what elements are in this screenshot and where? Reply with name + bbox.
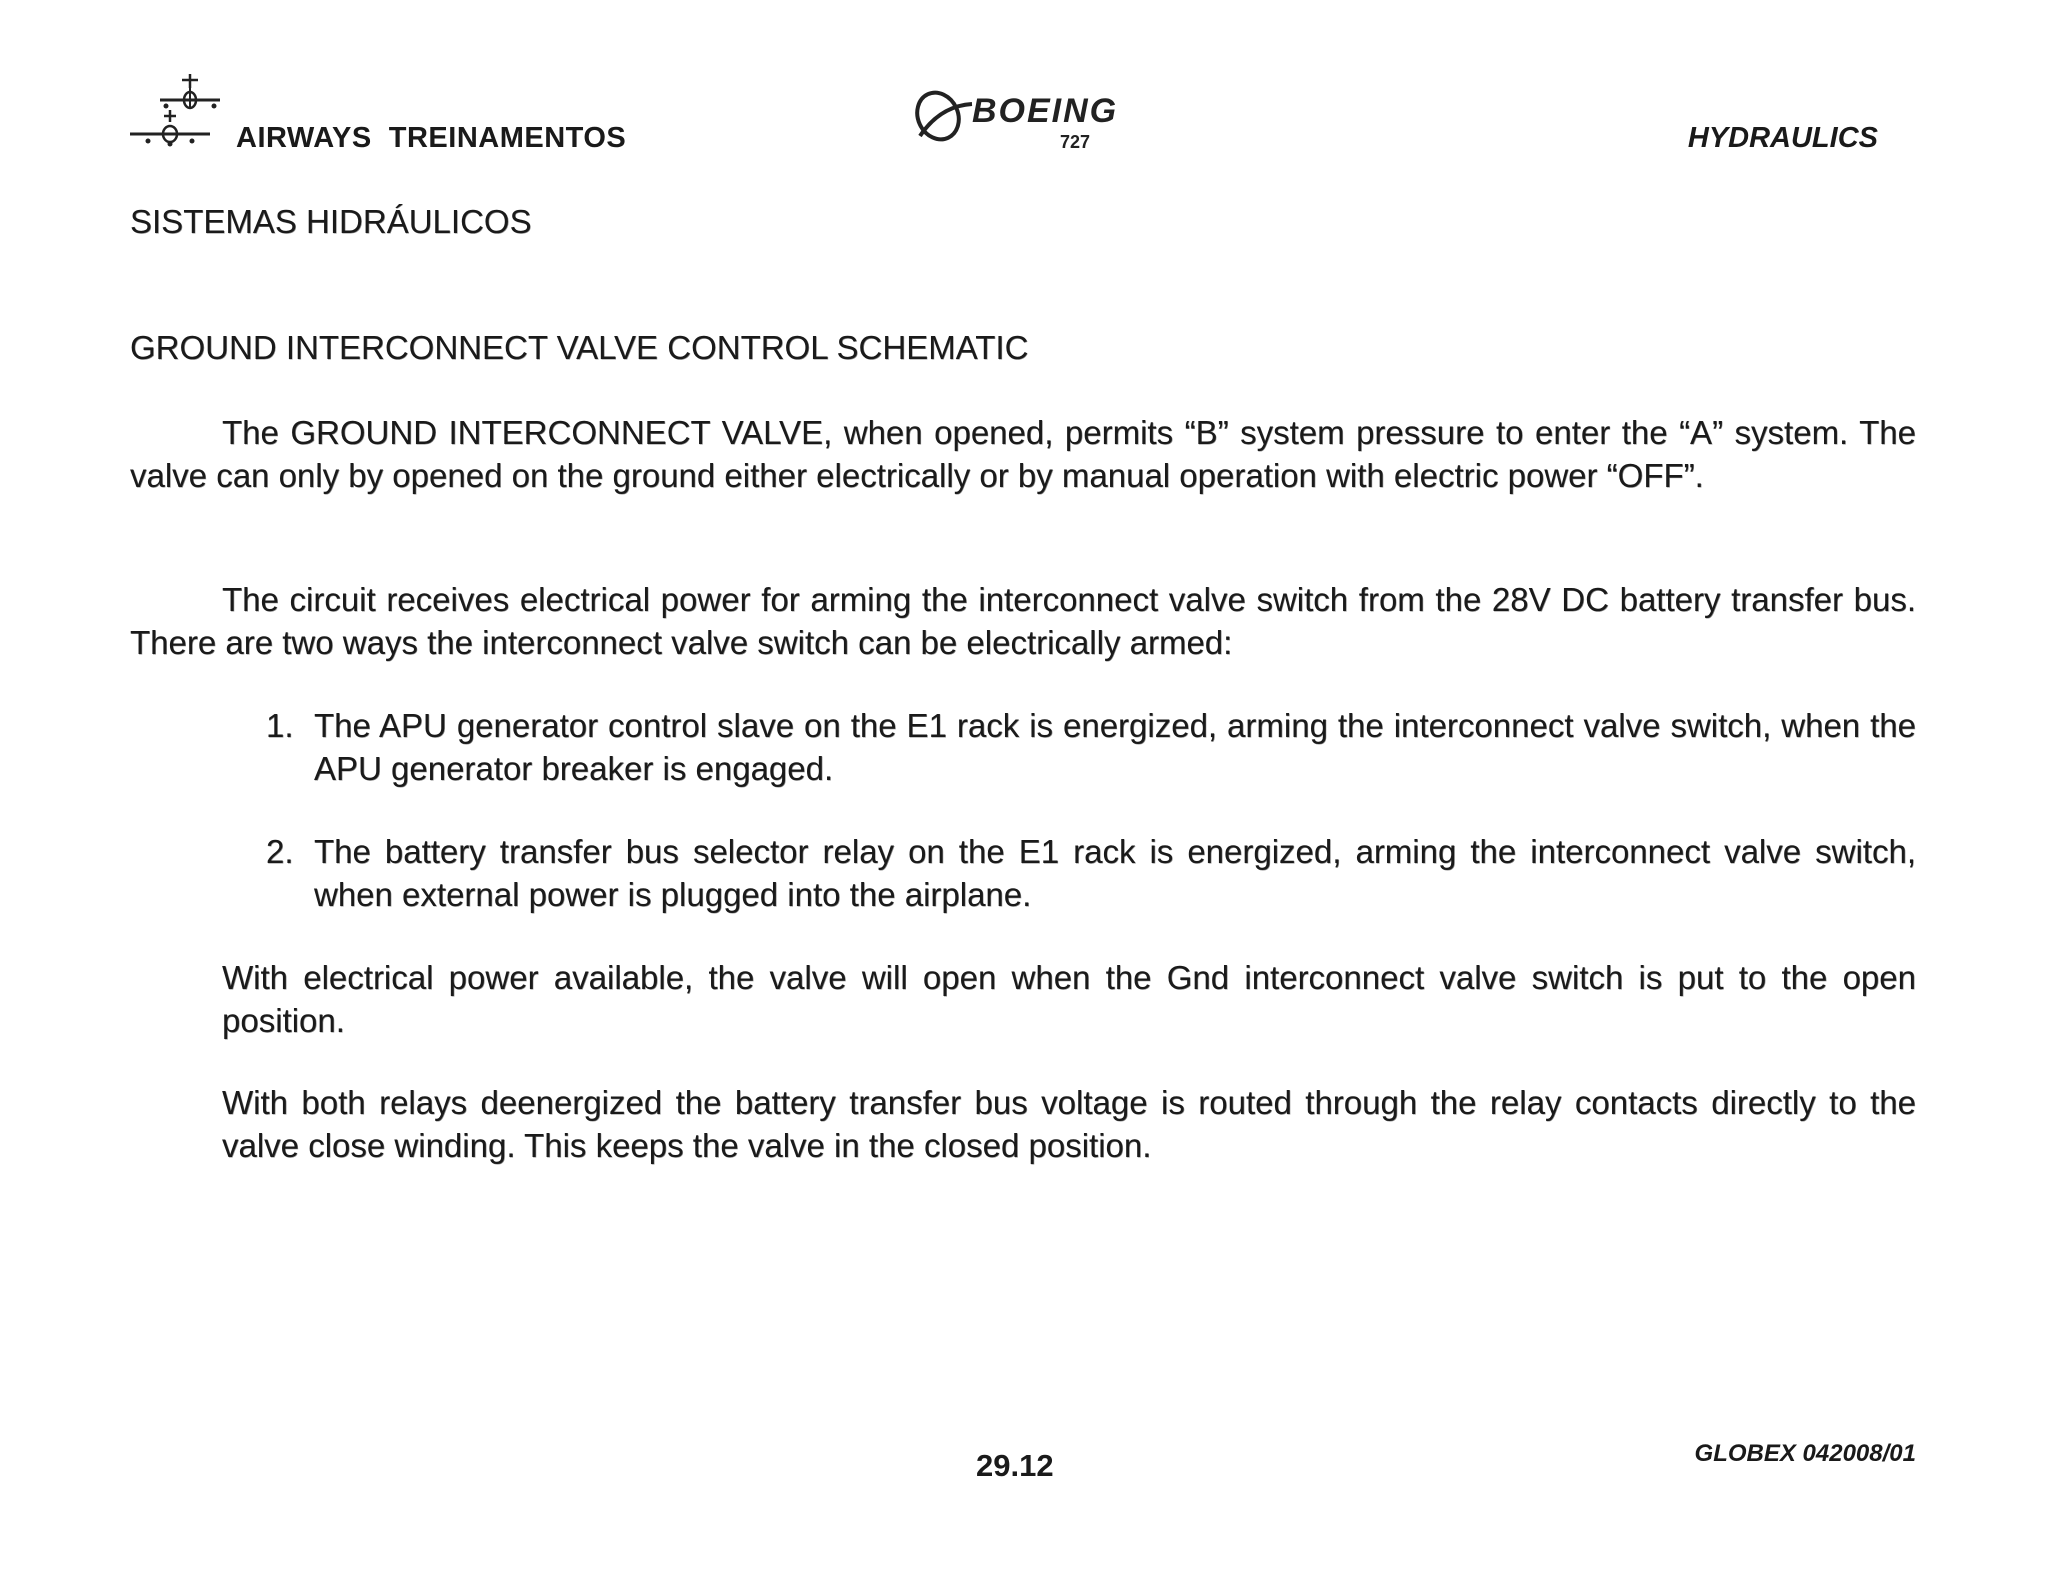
document-code: GLOBEX 042008/01 [1694,1440,1916,1467]
boeing-wordmark: BOEING [972,92,1119,130]
list-item [266,830,1916,916]
boeing-logo-icon [910,86,1180,156]
section-title: GROUND INTERCONNECT VALVE CONTROL SCHEMATIC [130,329,1029,366]
list-number: 2. [266,833,294,870]
list-item [266,704,1916,790]
airplanes-logo-icon [128,72,238,152]
paragraph: The circuit receives electrical power for arming the interconnect valve switch from the 28V DC battery transfer bus. There are two ways the interconnect valve switch can be electrically armed: [130,581,1916,661]
page-number: 29.12 [976,1448,1054,1483]
list-text: The APU generator control slave on the E1 rack is energized, arming the interconnect valve switch, when the APU generator breaker is engaged. [314,707,1916,787]
boeing-model: 727 [1060,132,1091,152]
company-name: AIRWAYS TREINAMENTOS [236,122,627,154]
list-text: The battery transfer bus selector relay on the E1 rack is energized, arming the interconnect valve switch, when external power is plugged into the airplane. [314,833,1916,913]
list-number: 1. [266,707,294,744]
paragraph: With electrical power available, the valve will open when the Gnd interconnect valve switch is put to the open position. [222,959,1916,1039]
document-title: SISTEMAS HIDRÁULICOS [130,203,532,240]
paragraph: With both relays deenergized the battery transfer bus voltage is routed through the relay contacts directly to the valve close winding. This keeps the valve in the closed position. [222,1084,1916,1164]
paragraph: The GROUND INTERCONNECT VALVE, when opened, permits “B” system pressure to enter the “A” system. The valve can only by opened on the ground either electrically or by manual operation with electric power “OFF”. [130,414,1916,494]
section-label: HYDRAULICS [1687,122,1878,154]
